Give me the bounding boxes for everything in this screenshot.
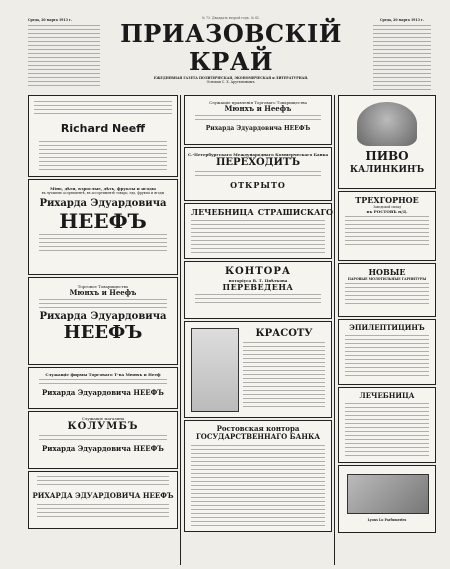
ad-name-line: Рихарда Эдуардовича (39, 198, 167, 209)
ad-text (345, 216, 429, 246)
bank-name: С.-Петербургскаго Международнаго Коммерческаго Банка (187, 152, 329, 157)
lechebnitsa: ЛЕЧЕБНИЦА (359, 391, 415, 400)
clinic-head-row (191, 207, 333, 217)
zavod: Заводской склад (372, 205, 402, 209)
ad-beauty (184, 321, 332, 418)
ad-text (39, 299, 167, 309)
rostov: въ РОСТОВѢ н/Д. (366, 209, 408, 214)
ad-name-line: Рихарда Эдуардовича НЕЕФЪ (42, 444, 164, 453)
ad-name-line: Рихарда Эдуардовича НЕЕФЪ (42, 388, 164, 397)
ad-name-line: Рихарда Эдуардовича НЕЕФЪ (205, 125, 311, 132)
state-bank: ГОСУДАРСТВЕННАГО БАНКА (195, 432, 321, 441)
ad-line-2: въ лучшемъ асортиментѣ, въ ассортиментѣ товаро, еда, фрукты и ягоды (41, 191, 165, 195)
ad-richard-neeff-name: Richard Neeff (60, 122, 146, 135)
ad-text (37, 504, 169, 518)
epileptitsin: ЭПИЛЕПТИЦИНЪ (349, 323, 425, 332)
ad-neeff-products (28, 179, 178, 275)
newspaper-subtitle: ЕЖЕДНЕВНАЯ ГАЗЕТА ПОЛИТИЧЕСКАЯ, ЭКОНОМИЧЕСКАЯ и ЛИТЕРАТУРНАЯ. (153, 76, 309, 80)
beer-title: ПИВО (365, 149, 409, 163)
portrait-illustration (191, 328, 239, 412)
top-left-notes (28, 18, 100, 88)
masthead (102, 16, 360, 84)
date-right: Среда, 20 марта 1913 г. (379, 18, 424, 22)
ad-big-name: НЕЕФЪ (59, 209, 147, 233)
ad-columbus (28, 411, 178, 469)
founder-line: Основан С. Х. Арутюновымъ. (206, 80, 256, 84)
newspaper-title: ПРИАЗОВСКІЙ КРАЙ (120, 19, 342, 76)
ad-bottom-left (28, 471, 178, 529)
beer-illustration (357, 102, 417, 146)
ad-name-line: Рихарда Эдуардовича (39, 311, 167, 322)
opened: ОТКРЫТО (230, 180, 286, 190)
ad-employees-muench (28, 367, 178, 409)
ad-text (345, 403, 429, 457)
ad-perfume (338, 465, 436, 533)
ad-epileptitsin (338, 319, 436, 385)
ad-richard-neeff (28, 95, 178, 177)
ad-text (345, 283, 429, 305)
ad-text (39, 379, 167, 387)
ad-head: Торговое Товарищество (77, 284, 129, 289)
column-divider-2 (334, 95, 335, 565)
ad-firm: Мюнхъ и Неефъ (69, 288, 137, 297)
ad-line-1: Міно, дѣти, взрослые, дѣть, фрукты и ягоды (50, 186, 156, 191)
beauty-title: КРАСОТУ (255, 328, 313, 339)
new-title: НОВЫЕ (368, 267, 406, 277)
beer-brand: КАЛИНКИНЪ (349, 165, 425, 175)
ad-text (191, 220, 325, 256)
ad-text (195, 294, 321, 304)
ad-head: Служащіе фирмы Торговаго Т-ва Мюнхъ и Нееф (45, 372, 161, 377)
kontora: КОНТОРА (224, 266, 292, 277)
notary-name: нотаріуса В. Т. Цвѣткова (228, 278, 288, 283)
column-divider-1 (180, 95, 181, 565)
ad-board-employees (184, 95, 332, 145)
trekhgornoe: ТРЕХГОРНОЕ (355, 195, 419, 205)
ad-lechebnitsa (338, 387, 436, 463)
ad-big-name: КОЛУМБЪ (67, 421, 139, 432)
ad-clinic (184, 203, 332, 259)
date-left: Среда, 20 марта 1913 г. (28, 18, 73, 22)
ad-state-bank (184, 420, 332, 532)
ad-trekhgornoe (338, 191, 436, 261)
ad-head: Служащіе правленія Торговаго Товарищества (209, 100, 307, 105)
clinic-name: СТРАШИСКАГО (257, 207, 333, 217)
ad-threshers (338, 263, 436, 317)
clinic-title: ЛЕЧЕБНИЦА (191, 207, 254, 217)
ad-name-line: РИХАРДА ЭДУАРДОВИЧА НЕЕФЪ (32, 491, 174, 500)
ad-bank-move (184, 147, 332, 201)
ad-text (39, 435, 167, 443)
ad-head: Служащіе магазина (81, 416, 125, 421)
ad-notary (184, 261, 332, 319)
ad-text (195, 171, 321, 179)
ad-big-name: НЕЕФЪ (63, 322, 143, 343)
ad-text (243, 342, 325, 410)
perfume-brand: Lyons Lo Parfumeries (367, 518, 407, 522)
ad-text (37, 476, 169, 488)
beauty-text (243, 328, 325, 412)
bank-move: ПЕРЕХОДИТЪ (215, 157, 301, 168)
ad-text (34, 101, 172, 117)
ad-firm: Мюнхъ и Неефъ (224, 104, 292, 113)
ad-text (345, 335, 429, 379)
text-column (28, 25, 100, 87)
ad-text (39, 141, 167, 173)
ad-text (195, 115, 321, 123)
top-right-notes (373, 18, 431, 93)
issue-line: № 73. Двадцать второй годъ. № 81. (201, 16, 261, 20)
rostov-office: Ростовская контора (216, 424, 300, 433)
ad-beer-kalinkin (338, 95, 436, 189)
perfume-illustration (347, 474, 429, 514)
ad-text (191, 445, 325, 529)
moved: ПЕРЕВЕДЕНА (222, 282, 294, 292)
ad-muench-neeff (28, 277, 178, 365)
new-sub: ПАРОВЫЕ МОЛОТИЛЬНЫЕ ГАРНИТУРЫ (347, 277, 427, 281)
text-column-right (373, 25, 431, 93)
ad-text (39, 234, 167, 252)
